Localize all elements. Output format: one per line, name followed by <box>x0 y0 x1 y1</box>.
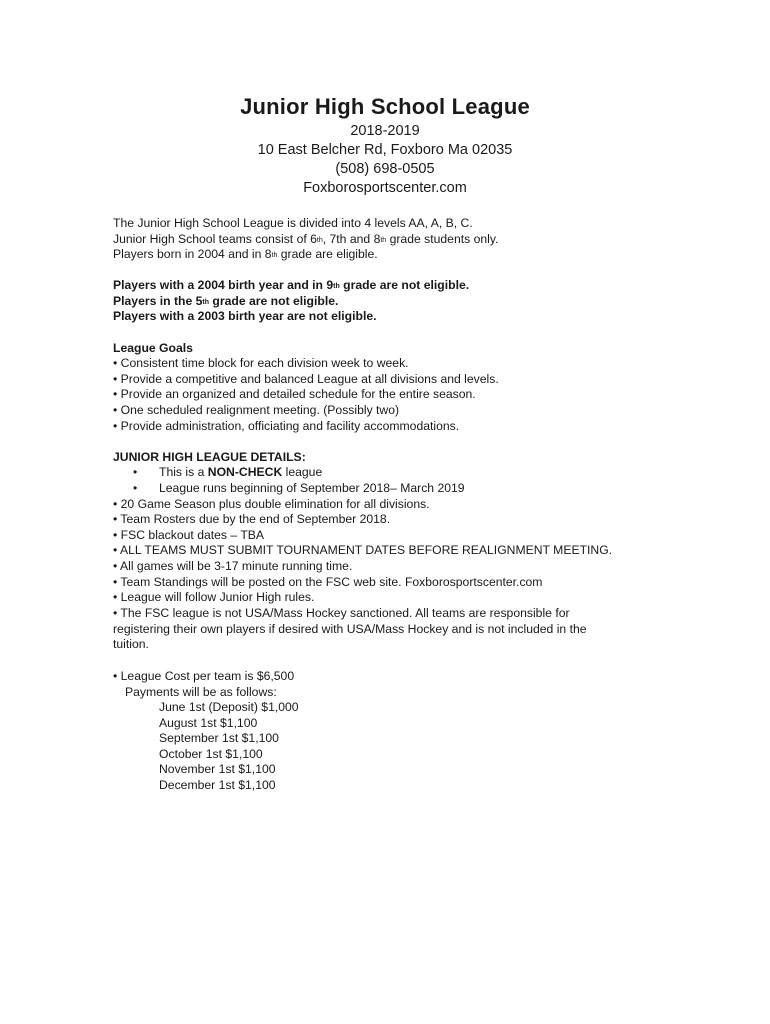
goals-item: • Provide a competitive and balanced League at all divisions and levels. <box>113 372 499 386</box>
eligibility-line-1: Players with a 2004 birth year and in 9th grade are not eligible. <box>113 278 470 292</box>
intro-line-1: The Junior High School League is divided into 4 levels AA, A, B, C. <box>113 216 473 230</box>
document-title: Junior High School League <box>240 94 530 119</box>
season-text: 2018-2019 <box>350 123 420 139</box>
bullet-icon: • <box>133 481 138 495</box>
phone-text: (508) 698-0505 <box>335 161 435 177</box>
details-item: tuition. <box>113 637 149 651</box>
goals-item: • Consistent time block for each division week to week. <box>113 356 409 370</box>
payment-item: December 1st $1,100 <box>159 778 276 792</box>
details-sub-item-1: This is a NON-CHECK league <box>159 465 323 479</box>
payment-item: June 1st (Deposit) $1,000 <box>159 700 299 714</box>
address-text: 10 East Belcher Rd, Foxboro Ma 02035 <box>257 142 513 158</box>
intro-line-2: Junior High School teams consist of 6th, 7th and 8th grade students only. <box>113 232 499 246</box>
details-item: • Team Rosters due by the end of September 2018. <box>113 512 391 526</box>
eligibility-line-3: Players with a 2003 birth year are not eligible. <box>113 309 377 323</box>
details-item: • FSC blackout dates – TBA <box>113 528 265 542</box>
details-item: • All games will be 3-17 minute running time. <box>113 559 353 573</box>
payment-item: November 1st $1,100 <box>159 762 276 776</box>
details-item: • The FSC league is not USA/Mass Hockey sanctioned. All teams are responsible for <box>113 606 570 620</box>
payment-item: August 1st $1,100 <box>159 716 258 730</box>
bullet-icon: • <box>133 465 138 479</box>
goals-item: • Provide administration, officiating and facility accommodations. <box>113 419 460 433</box>
goals-item: • Provide an organized and detailed schedule for the entire season. <box>113 387 476 401</box>
details-item: • League will follow Junior High rules. <box>113 590 315 604</box>
website-text: Foxborosportscenter.com <box>303 180 467 196</box>
eligibility-line-2: Players in the 5th grade are not eligible. <box>113 294 339 308</box>
cost-line: • League Cost per team is $6,500 <box>113 669 295 683</box>
payments-label: Payments will be as follows: <box>125 685 277 699</box>
payment-item: September 1st $1,100 <box>159 731 279 745</box>
goals-item: • One scheduled realignment meeting. (Possibly two) <box>113 403 400 417</box>
details-sub-item-2: League runs beginning of September 2018– March 2019 <box>159 481 465 495</box>
goals-heading: League Goals <box>113 341 193 355</box>
details-item: registering their own players if desired with USA/Mass Hockey and is not included in the <box>113 622 587 636</box>
intro-line-3: Players born in 2004 and in 8th grade are eligible. <box>113 247 378 261</box>
details-item: • ALL TEAMS MUST SUBMIT TOURNAMENT DATES BEFORE REALIGNMENT MEETING. <box>113 543 613 557</box>
details-heading: JUNIOR HIGH LEAGUE DETAILS: <box>113 450 306 464</box>
details-item: • 20 Game Season plus double elimination for all divisions. <box>113 497 430 511</box>
details-item: • Team Standings will be posted on the FSC web site. Foxborosportscenter.com <box>113 575 543 589</box>
payment-item: October 1st $1,100 <box>159 747 263 761</box>
